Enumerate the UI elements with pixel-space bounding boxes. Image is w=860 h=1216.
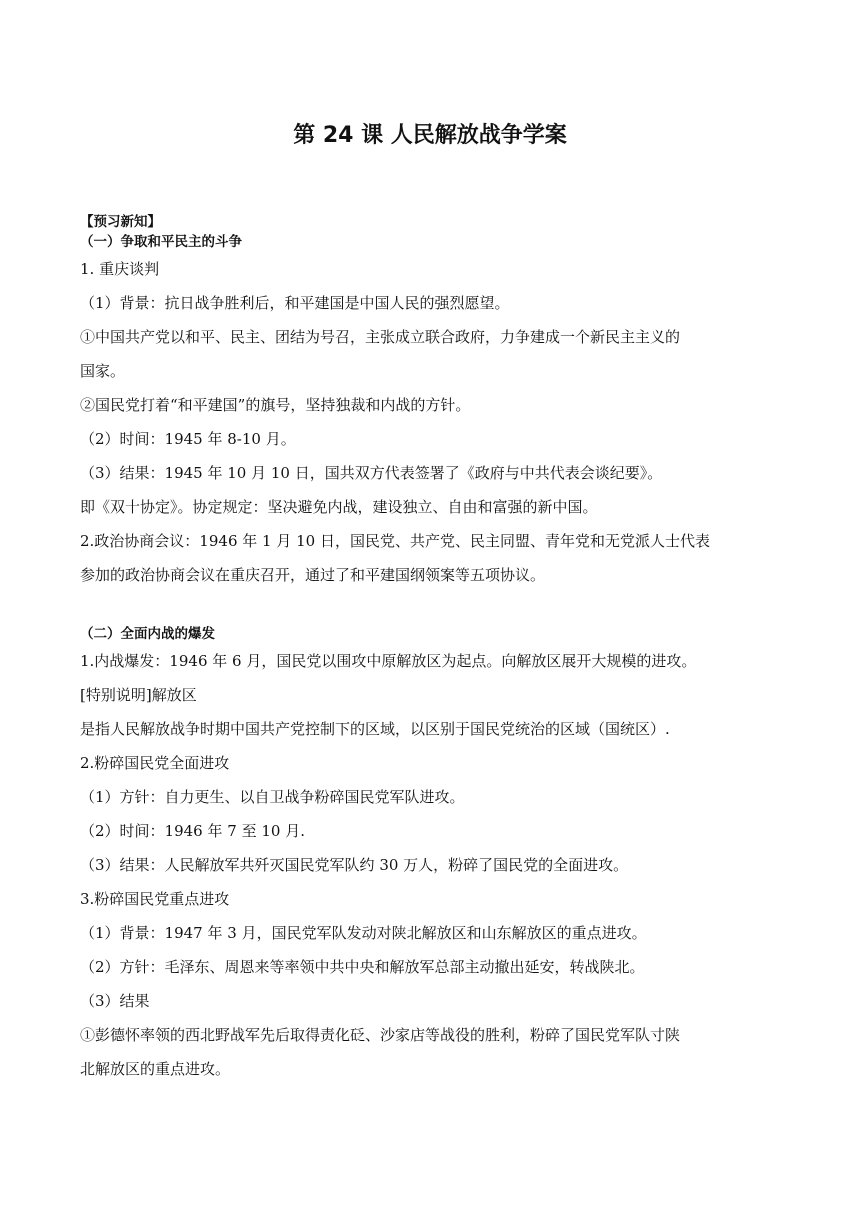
- part2-line: （1）方针：自力更生、以自卫战争粉碎国民党军队进攻。: [80, 788, 465, 806]
- part2-line: [特别说明]解放区: [80, 686, 197, 704]
- part1-line: 2.政治协商会议：1946 年 1 月 10 日，国民党、共产党、民主同盟、青年党和无党派人士代表: [80, 532, 710, 550]
- part2-line: 2.粉碎国民党全面进攻: [80, 754, 230, 772]
- part2-line: （3）结果：人民解放军共歼灭国民党军队约 30 万人，粉碎了国民党的全面进攻。: [80, 856, 629, 874]
- part1-line: 国家。: [80, 362, 126, 380]
- part1-heading: （一）争取和平民主的斗争: [80, 234, 242, 250]
- part1-line: （3）结果：1945 年 10 月 10 日，国共双方代表签署了《政府与中共代表会谈纪要》。: [80, 464, 663, 482]
- part1-line: 即《双十协定》。协定规定：坚决避免内战，建设独立、自由和富强的新中国。: [80, 498, 598, 516]
- part2-line: 是指人民解放战争时期中国共产党控制下的区域，以区别于国民党统治的区域（国统区）.: [80, 720, 670, 738]
- part2-line: （2）时间：1946 年 7 至 10 月.: [80, 822, 305, 840]
- part1-line: 参加的政治协商会议在重庆召开，通过了和平建国纲领案等五项协议。: [80, 566, 546, 584]
- part2-line: （1）背景：1947 年 3 月，国民党军队发动对陕北解放区和山东解放区的重点进攻。: [80, 924, 647, 942]
- part2-line: （3）结果: [80, 992, 150, 1010]
- part2-line: 北解放区的重点进攻。: [80, 1060, 231, 1078]
- part1-line: （2）时间：1945 年 8-10 月。: [80, 430, 296, 448]
- part1-line: （1）背景：抗日战争胜利后，和平建国是中国人民的强烈愿望。: [80, 294, 510, 312]
- part1-line: 1. 重庆谈判: [80, 260, 160, 278]
- part2-line: ①彭德怀率领的西北野战军先后取得责化砭、沙家店等战役的胜利，粉碎了国民党军队寸陕: [80, 1026, 681, 1044]
- part2-heading: （二）全面内战的爆发: [80, 626, 215, 642]
- document-body: [80, 212, 780, 1086]
- part2-line: 3.粉碎国民党重点进攻: [80, 890, 230, 908]
- part2-line: 1.内战爆发：1946 年 6 月，国民党以围攻中原解放区为起点。向解放区展开大规模的进攻。: [80, 652, 697, 670]
- section-spacer: [80, 592, 780, 624]
- page-title: 第 24 课 人民解放战争学案: [293, 123, 567, 148]
- part1-line: ②国民党打着“和平建国”的旗号，坚持独裁和内战的方针。: [80, 396, 471, 414]
- part2-line: （2）方针：毛泽东、周恩来等率领中共中央和解放军总部主动撤出延安，转战陕北。: [80, 958, 645, 976]
- section-heading-preview: 【预习新知】: [80, 214, 161, 230]
- part1-line: ①中国共产党以和平、民主、团结为号召，主张成立联合政府，力争建成一个新民主主义的: [80, 328, 681, 346]
